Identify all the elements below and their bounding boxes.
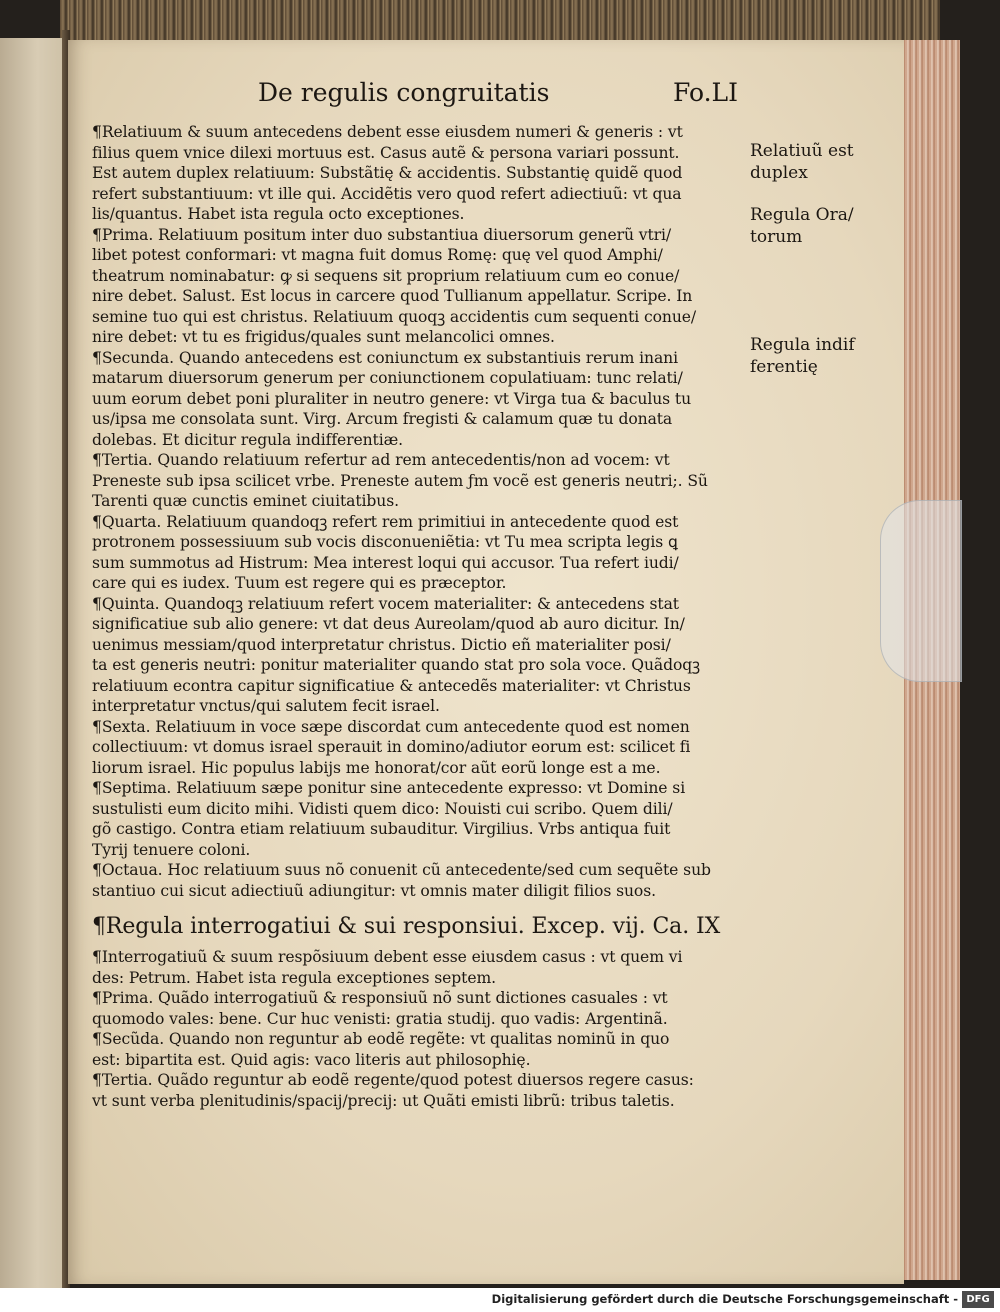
text-line: ¶Sexta. Relatiuum in voce sæpe discordat cum antecedente quod est nomen bbox=[92, 717, 690, 736]
text-line: libet potest conformari: vt magna fuit domus Romę: quę vel quod Amphi/ bbox=[92, 246, 663, 264]
margin-note-line: ferentię bbox=[750, 357, 818, 377]
digitization-credit: Digitalisierung gefördert durch die Deutsche Forschungsgemeinschaft - bbox=[491, 1292, 958, 1306]
text-line: ¶Relatiuum & suum antecedens debent esse eiusdem numeri & generis : vt bbox=[92, 123, 683, 141]
text-line: Est autem duplex relatiuum: Substãtię & accidentis. Substantię quidẽ quod bbox=[92, 164, 683, 182]
text-line: ¶Quarta. Relatiuum quandoqꝫ refert rem primitiui in antecedente quod est bbox=[92, 512, 679, 531]
text-line: liorum israel. Hic populus labijs me honorat/cor aũt eorũ longe est a me. bbox=[92, 758, 661, 777]
text-line: us/ipsa me consolata sunt. Virg. Arcum fregisti & calamum quæ tu donata bbox=[92, 410, 673, 428]
margin-note-line: Regula indif bbox=[750, 335, 855, 355]
text-line: filius quem vnice dilexi mortuus est. Casus autẽ & persona variari possunt. bbox=[92, 143, 680, 162]
margin-note-line: Regula Ora/ bbox=[750, 205, 854, 225]
text-line: semine tuo qui est christus. Relatiuum quoqꝫ accidentis cum sequenti conue/ bbox=[92, 307, 697, 326]
text-line: lis/quantus. Habet ista regula octo exceptiones. bbox=[92, 205, 465, 223]
body-text bbox=[92, 122, 742, 1111]
text-line: uenimus messiam/quod interpretatur christus. Dictio eñ materialiter posi/ bbox=[92, 635, 671, 654]
chapter-heading: ¶Regula interrogatiui & sui responsiui. Excep. vij. Ca. IX bbox=[92, 914, 721, 939]
text-line: ¶Septima. Relatiuum sæpe ponitur sine antecedente expresso: vt Domine si bbox=[92, 779, 686, 797]
text-line: relatiuum econtra capitur significatiue & antecedẽs materialiter: vt Christus bbox=[92, 676, 691, 695]
text-line: nire debet. Salust. Est locus in carcere quod Tullianum appellatur. Scripe. In bbox=[92, 287, 693, 305]
page-clip bbox=[880, 500, 962, 682]
text-line: Tyrij tenuere coloni. bbox=[92, 840, 251, 859]
text-line: dolebas. Et dicitur regula indifferentiæ. bbox=[92, 430, 404, 449]
text-line: refert substantiuum: vt ille qui. Accidẽtis vero quod refert adiectiuũ: vt qua bbox=[92, 184, 682, 203]
dfg-logo: DFG bbox=[962, 1291, 994, 1308]
text-line: stantiuo cui sicut adiectiuũ adiungitur: vt omnis mater diligit filios suos. bbox=[92, 881, 656, 900]
text-line: nire debet: vt tu es frigidus/quales sunt melancolici omnes. bbox=[92, 328, 555, 346]
footer-bar bbox=[0, 1288, 1000, 1312]
text-line: interpretatur vnctus/qui salutem fecit israel. bbox=[92, 697, 440, 715]
text-line: ¶Tertia. Quãdo reguntur ab eodẽ regente/quod potest diuersos regere casus: bbox=[92, 1071, 694, 1089]
text-line: ¶Secũda. Quando non reguntur ab eodẽ regẽte: vt qualitas nominũ in quo bbox=[92, 1030, 670, 1048]
text-line: ¶Prima. Quãdo interrogatiuũ & responsiuũ nõ sunt dictiones casuales : vt bbox=[92, 989, 668, 1007]
text-line: des: Petrum. Habet ista regula exceptiones septem. bbox=[92, 968, 496, 987]
text-line: ¶Quinta. Quandoqꝫ relatiuum refert vocem materialiter: & antecedens stat bbox=[92, 594, 679, 613]
text-line: sum summotus ad Histrum: Mea interest loqui qui accusor. Tua refert iudi/ bbox=[92, 553, 679, 572]
folio-number: Fo.LI bbox=[672, 78, 738, 107]
text-line: quomodo vales: bene. Cur huc venisti: gratia studij. quo vadis: Argentinã. bbox=[92, 1009, 668, 1028]
margin-note bbox=[750, 204, 854, 248]
running-header bbox=[258, 78, 738, 118]
margin-note bbox=[750, 334, 855, 378]
page-stack-top bbox=[60, 0, 940, 44]
text-line: vt sunt verba plenitudinis/spacij/precij: ut Quãti emisti librũ: tribus taletis. bbox=[92, 1091, 675, 1110]
text-line: gõ castigo. Contra etiam relatiuum subauditur. Virgilius. Vrbs antiqua fuit bbox=[92, 820, 671, 838]
text-line: uum eorum debet poni pluraliter in neutro genere: vt Virga tua & baculus tu bbox=[92, 389, 692, 408]
text-line: ¶Secunda. Quando antecedens est coniunctum ex substantiuis rerum inani bbox=[92, 348, 678, 367]
text-line: sustulisti eum dicito mihi. Vidisti quem dico: Nouisti cui scribo. Quem dili/ bbox=[92, 799, 673, 818]
running-title: De regulis congruitatis bbox=[258, 78, 550, 107]
text-line: ¶Tertia. Quando relatiuum refertur ad rem antecedentis/non ad vocem: vt bbox=[92, 451, 670, 469]
text-line: est: bipartita est. Quid agis: vaco literis aut philosophię. bbox=[92, 1050, 531, 1069]
text-line: protronem possessiuum sub vocis disconueniẽtia: vt Tu mea scripta legis ꝗ bbox=[92, 533, 678, 551]
margin-note-line: torum bbox=[750, 227, 803, 247]
margin-note-line: Relatiuũ est bbox=[750, 141, 854, 161]
margin-note-line: duplex bbox=[750, 163, 808, 183]
margin-note bbox=[750, 140, 854, 184]
text-line: Tarenti quæ cunctis eminet ciuitatibus. bbox=[92, 492, 399, 510]
facing-page-edge bbox=[0, 38, 62, 1288]
text-line: ¶Octaua. Hoc relatiuum suus nõ conuenit cũ antecedente/sed cum sequẽte sub bbox=[92, 861, 711, 879]
text-line: matarum diuersorum generum per coniunctionem copulatiuam: tunc relati/ bbox=[92, 369, 683, 387]
text-line: theatrum nominabatur: ꝙ si sequens sit proprium relatiuum cum eo conue/ bbox=[92, 266, 680, 285]
text-line: ¶Interrogatiuũ & suum respõsiuum debent esse eiusdem casus : vt quem vi bbox=[92, 948, 683, 966]
text-line: Preneste sub ipsa scilicet vrbe. Preneste autem ƒm vocẽ est generis neutri;. Sũ bbox=[92, 471, 708, 490]
text-line: care qui es iudex. Tuum est regere qui es præceptor. bbox=[92, 574, 507, 592]
text-line: ¶Prima. Relatiuum positum inter duo substantiua diuersorum generũ vtri/ bbox=[92, 225, 672, 244]
text-line: collectiuum: vt domus israel sperauit in domino/adiutor eorum est: scilicet fi bbox=[92, 738, 691, 756]
text-line: significatiue sub alio genere: vt dat deus Aureolam/quod ab auro dicitur. In/ bbox=[92, 615, 685, 633]
text-line: ta est generis neutri: ponitur materialiter quando stat pro sola voce. Quãdoqꝫ bbox=[92, 656, 701, 674]
